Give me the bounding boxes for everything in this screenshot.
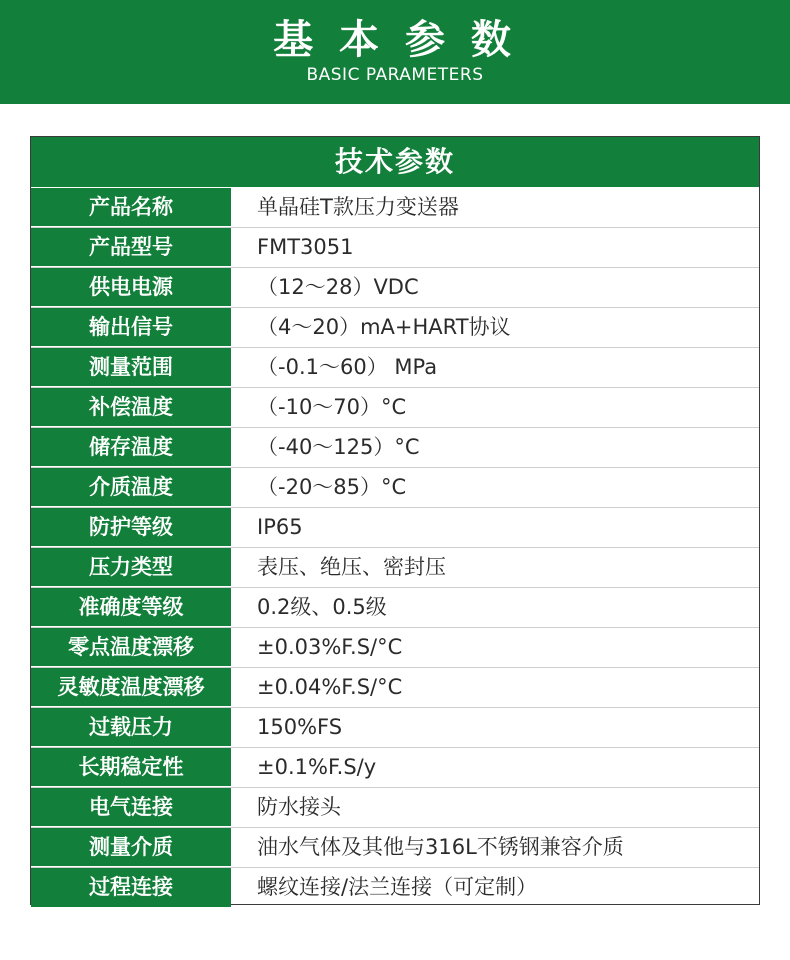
spec-row-model: [31, 228, 759, 268]
spec-label: 测量介质: [31, 828, 231, 867]
spec-table-title: 技术参数: [31, 137, 759, 188]
spec-value: ±0.04%F.S/°C: [257, 675, 403, 699]
spec-row-medium-temperature: [31, 468, 759, 508]
spec-label: 防护等级: [31, 508, 231, 547]
spec-value: 表压、绝压、密封压: [257, 555, 446, 579]
banner-subtitle: BASIC PARAMETERS: [306, 65, 484, 85]
spec-label: 电气连接: [31, 788, 231, 827]
spec-value: 防水接头: [257, 795, 341, 819]
spec-value: 单晶硅T款压力变送器: [257, 195, 459, 219]
spec-row-overload-pressure: [31, 708, 759, 748]
spec-row-power-supply: [31, 268, 759, 308]
spec-row-storage-temperature: [31, 428, 759, 468]
spec-row-zero-drift: [31, 628, 759, 668]
spec-label: 产品型号: [31, 228, 231, 267]
spec-label: 补偿温度: [31, 388, 231, 427]
spec-value: （-40～125）°C: [257, 435, 420, 459]
spec-value: 150%FS: [257, 715, 343, 739]
spec-label: 储存温度: [31, 428, 231, 467]
spec-value: （-10～70）°C: [257, 395, 407, 419]
spec-value: （-20～85）°C: [257, 475, 407, 499]
spec-value: 螺纹连接/法兰连接（可定制）: [257, 875, 538, 899]
spec-value: （4～20）mA+HART协议: [257, 315, 511, 339]
spec-label: 零点温度漂移: [31, 628, 231, 667]
spec-value: FMT3051: [257, 235, 354, 259]
spec-label: 输出信号: [31, 308, 231, 347]
spec-row-measuring-medium: [31, 828, 759, 868]
spec-label: 压力类型: [31, 548, 231, 587]
spec-row-product-name: [31, 188, 759, 228]
spec-label: 产品名称: [31, 188, 231, 227]
banner-title: 基 本 参 数: [273, 17, 517, 63]
spec-row-output-signal: [31, 308, 759, 348]
spec-value: （-0.1～60） MPa: [257, 355, 438, 379]
spec-label: 过程连接: [31, 868, 231, 908]
spec-row-sensitivity-drift: [31, 668, 759, 708]
spec-row-electrical-connection: [31, 788, 759, 828]
spec-row-accuracy-class: [31, 588, 759, 628]
spec-row-compensation-temperature: [31, 388, 759, 428]
spec-value: ±0.03%F.S/°C: [257, 635, 403, 659]
spec-label: 灵敏度温度漂移: [31, 668, 231, 707]
spec-value: 0.2级、0.5级: [257, 595, 387, 619]
spec-value: （12～28）VDC: [257, 275, 419, 299]
spec-value: ±0.1%F.S/y: [257, 755, 377, 779]
spec-value: 油水气体及其他与316L不锈钢兼容介质: [257, 835, 624, 859]
spec-label: 测量范围: [31, 348, 231, 387]
spec-table: [30, 136, 760, 905]
spec-row-long-term-stability: [31, 748, 759, 788]
header-banner: [0, 0, 790, 104]
spec-row-pressure-type: [31, 548, 759, 588]
spec-row-process-connection: [31, 868, 759, 908]
spec-label: 过载压力: [31, 708, 231, 747]
spec-label: 长期稳定性: [31, 748, 231, 787]
spec-value: IP65: [257, 515, 303, 539]
spec-row-protection-class: [31, 508, 759, 548]
spec-label: 供电电源: [31, 268, 231, 307]
spec-row-measuring-range: [31, 348, 759, 388]
spec-label: 准确度等级: [31, 588, 231, 627]
spec-label: 介质温度: [31, 468, 231, 507]
